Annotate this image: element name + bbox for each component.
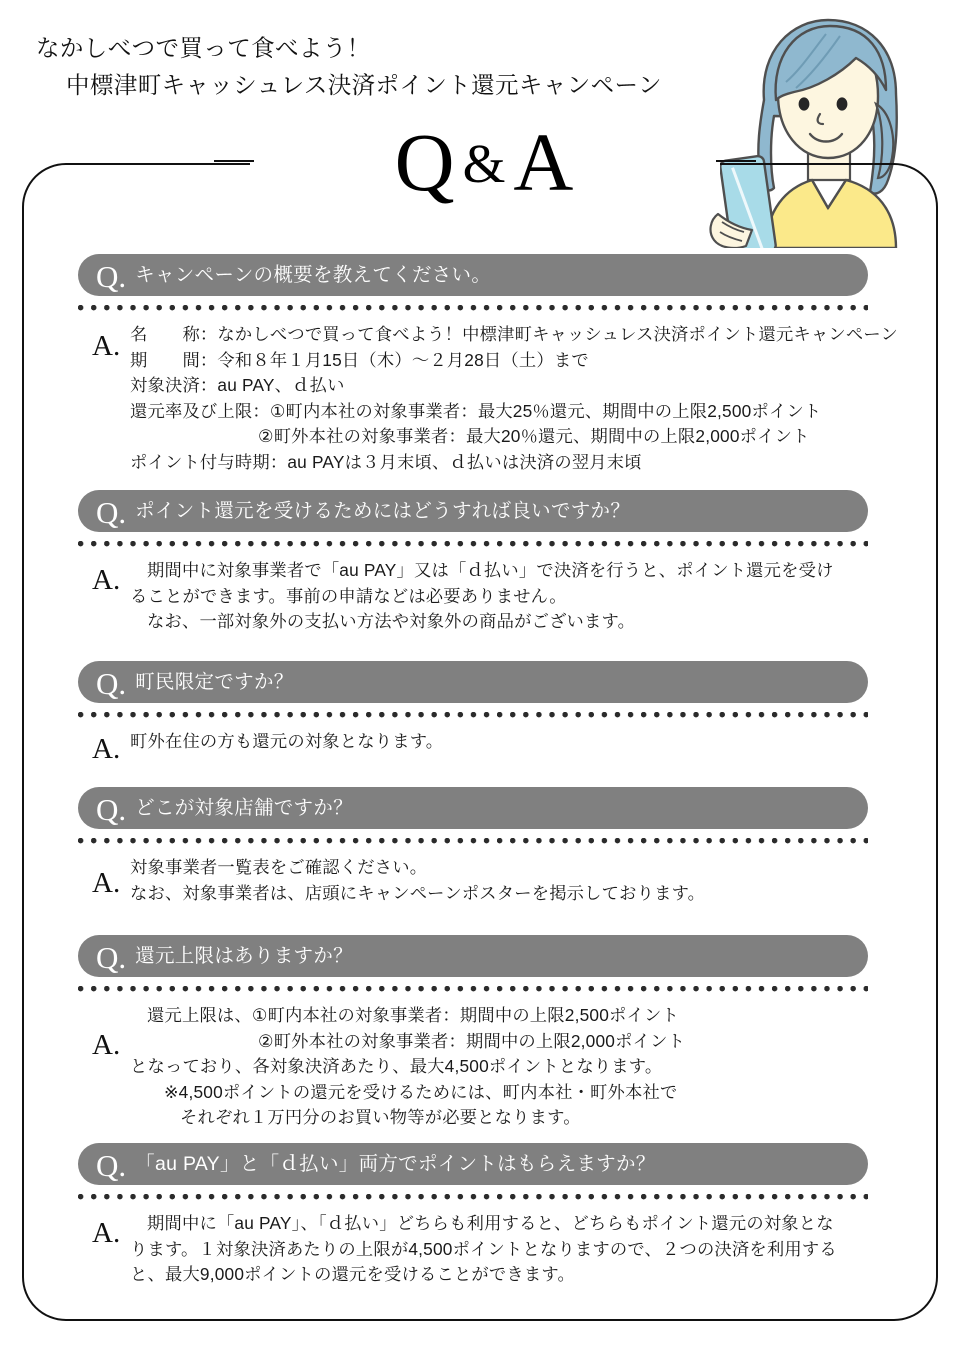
- qa-block-1: [78, 254, 898, 475]
- question-bar-4[interactable]: [78, 787, 868, 829]
- title-rule-left: [214, 160, 254, 162]
- answer-4: [78, 855, 868, 906]
- qa-block-6: [78, 1143, 868, 1288]
- answer-line: それぞれ１万円分のお買い物等が必要となります。: [180, 1107, 581, 1127]
- q-mark-icon: Q.: [96, 494, 127, 530]
- answer-6: [78, 1211, 868, 1288]
- answer-line: 期間中に対象事業者で「au PAY」又は「ｄ払い」で決済を行うと、ポイント還元を受け: [147, 560, 834, 580]
- qa-block-5: [78, 935, 868, 1131]
- qa-heading-amp: &: [462, 133, 508, 194]
- answer-line: ポイント付与時期：au PAYは３月末頃、ｄ払いは決済の翌月末頃: [130, 451, 642, 472]
- answer-body-1: [130, 322, 898, 475]
- qa-heading-text: [394, 116, 576, 215]
- q-mark-icon: Q.: [96, 258, 127, 294]
- dotted-divider-1: [78, 305, 868, 311]
- answer-line: 町外在住の方も還元の対象となります。: [130, 731, 444, 751]
- answer-line: 対象決済：au PAY、ｄ払い: [130, 375, 345, 395]
- answer-body-2: [130, 558, 868, 635]
- answer-1: [78, 322, 898, 475]
- qa-heading: [250, 116, 720, 210]
- question-text-1: キャンペーンの概要を教えてください。: [135, 264, 492, 286]
- q-mark-icon: Q.: [96, 665, 127, 701]
- answer-line: と、最大9,000ポイントの還元を受けることができます。: [130, 1264, 575, 1284]
- page-title-line2: 中標津町キャッシュレス決済ポイント還元キャンペーン: [66, 72, 662, 98]
- dotted-divider-2: [78, 541, 868, 547]
- a-mark-icon: A.: [92, 733, 121, 765]
- answer-line: ②町外本社の対象事業者：最大20％還元、期間中の上限2,000ポイント: [258, 426, 810, 446]
- answer-line: 還元上限は、①町内本社の対象事業者：期間中の上限2,500ポイント: [147, 1005, 679, 1025]
- page-title-line1: なかしべつで買って食べよう！: [36, 35, 371, 61]
- a-mark-icon: A.: [92, 1029, 121, 1061]
- a-mark-icon: A.: [92, 1217, 121, 1249]
- answer-line: ります。１対象決済あたりの上限が4,500ポイントとなりますので、２つの決済を利用する: [130, 1238, 837, 1259]
- question-bar-1[interactable]: [78, 254, 868, 296]
- a-mark-icon: A.: [92, 867, 121, 899]
- dotted-divider-6: [78, 1194, 868, 1200]
- answer-line: ②町外本社の対象事業者：期間中の上限2,000ポイント: [258, 1030, 686, 1051]
- question-bar-3[interactable]: [78, 661, 868, 703]
- answer-line: ※4,500ポイントの還元を受けるためには、町内本社・町外本社で: [164, 1081, 678, 1102]
- q-mark-icon: Q.: [96, 939, 127, 975]
- answer-line: となっており、各対象決済あたり、最大4,500ポイントとなります。: [130, 1056, 663, 1076]
- question-bar-6[interactable]: [78, 1143, 868, 1185]
- answer-line: 期間中に「au PAY」、「ｄ払い」どちらも利用すると、どちらもポイント還元の対象とな: [147, 1213, 834, 1233]
- answer-line: なお、対象事業者は、店頭にキャンペーンポスターを掲示しております。: [130, 882, 706, 903]
- title-rule-right: [716, 160, 756, 162]
- q-mark-icon: Q.: [96, 791, 127, 827]
- dotted-divider-3: [78, 712, 868, 718]
- question-text-5: 還元上限はありますか？: [135, 945, 353, 967]
- dotted-divider-5: [78, 986, 868, 992]
- qa-block-2: [78, 490, 868, 635]
- answer-body-5: [130, 1003, 868, 1131]
- answer-body-4: [130, 855, 868, 906]
- answer-line: 対象事業者一覧表をご確認ください。: [130, 857, 428, 877]
- qa-heading-q: Q: [394, 116, 457, 208]
- qa-block-3: [78, 661, 868, 765]
- question-bar-5[interactable]: [78, 935, 868, 977]
- a-mark-icon: A.: [92, 564, 121, 596]
- question-text-3: 町民限定ですか？: [135, 671, 294, 693]
- answer-line: 名 称：なかしべつで買って食べよう！中標津町キャッシュレス決済ポイント還元キャンペーン: [130, 324, 898, 344]
- q-mark-icon: Q.: [96, 1147, 127, 1183]
- question-text-4: どこが対象店舗ですか？: [135, 797, 353, 819]
- answer-body-6: [130, 1211, 868, 1288]
- answer-line: ることができます。事前の申請などは必要ありません。: [130, 585, 567, 606]
- answer-5: [78, 1003, 868, 1131]
- answer-3: [78, 729, 868, 765]
- question-text-2: ポイント還元を受けるためにはどうすれば良いですか？: [135, 500, 631, 522]
- answer-line: 期 間：令和８年１月15日（木）〜２月28日（土）まで: [130, 349, 589, 370]
- question-bar-2[interactable]: [78, 490, 868, 532]
- qa-block-4: [78, 787, 868, 906]
- dotted-divider-4: [78, 838, 868, 844]
- answer-2: [78, 558, 868, 635]
- answer-line: なお、一部対象外の支払い方法や対象外の商品がございます。: [147, 611, 636, 631]
- question-text-6: 「au PAY」と「ｄ払い」両方でポイントはもらえますか？: [135, 1153, 656, 1175]
- a-mark-icon: A.: [92, 330, 121, 362]
- answer-body-3: [130, 729, 868, 755]
- qa-heading-a: A: [513, 116, 576, 208]
- answer-line: 還元率及び上限：①町内本社の対象事業者：最大25％還元、期間中の上限2,500ポイント: [130, 400, 822, 421]
